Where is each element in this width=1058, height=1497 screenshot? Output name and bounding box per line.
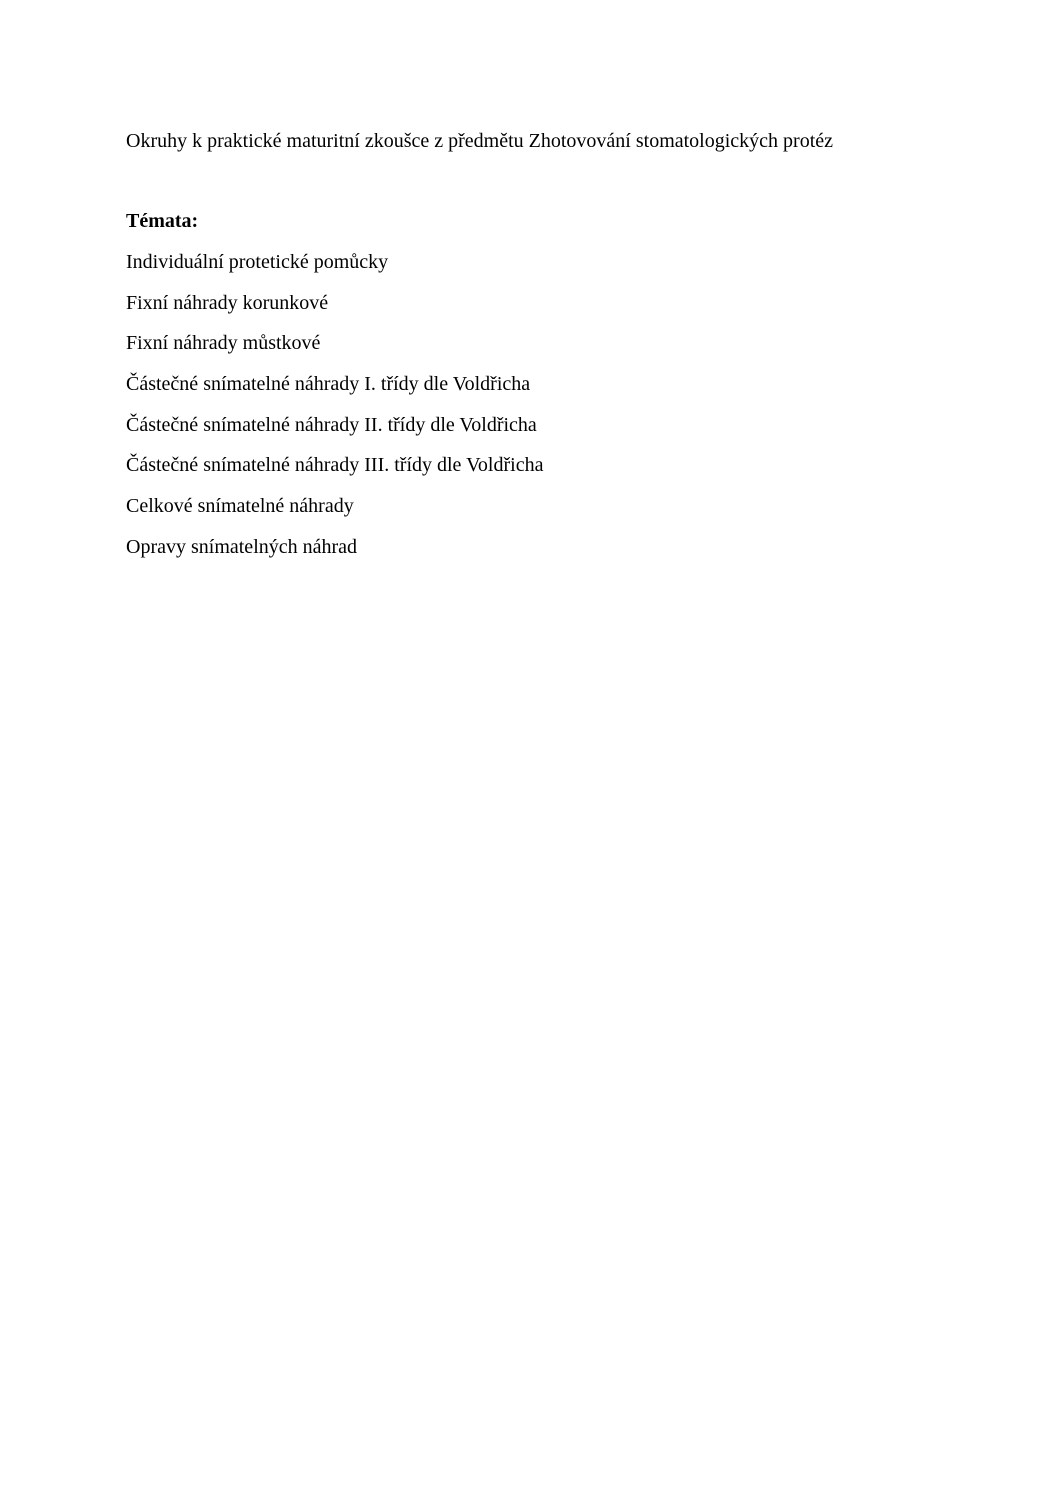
topic-item: Částečné snímatelné náhrady I. třídy dle Voldřicha bbox=[126, 373, 531, 396]
document-title: Okruhy k praktické maturitní zkoušce z předmětu Zhotovování stomatologických protéz bbox=[126, 130, 834, 152]
topic-item: Fixní náhrady můstkové bbox=[126, 332, 321, 355]
section-heading: Témata: bbox=[126, 210, 199, 232]
topic-list bbox=[126, 249, 543, 575]
topic-item: Individuální protetické pomůcky bbox=[126, 251, 389, 273]
topic-item: Částečné snímatelné náhrady III. třídy dle Voldřicha bbox=[126, 454, 544, 477]
topic-item: Fixní náhrady korunkové bbox=[126, 291, 329, 314]
topic-item: Částečné snímatelné náhrady II. třídy dle Voldřicha bbox=[126, 413, 537, 436]
topic-item: Celkové snímatelné náhrady bbox=[126, 495, 354, 518]
topic-item: Opravy snímatelných náhrad bbox=[126, 535, 358, 558]
